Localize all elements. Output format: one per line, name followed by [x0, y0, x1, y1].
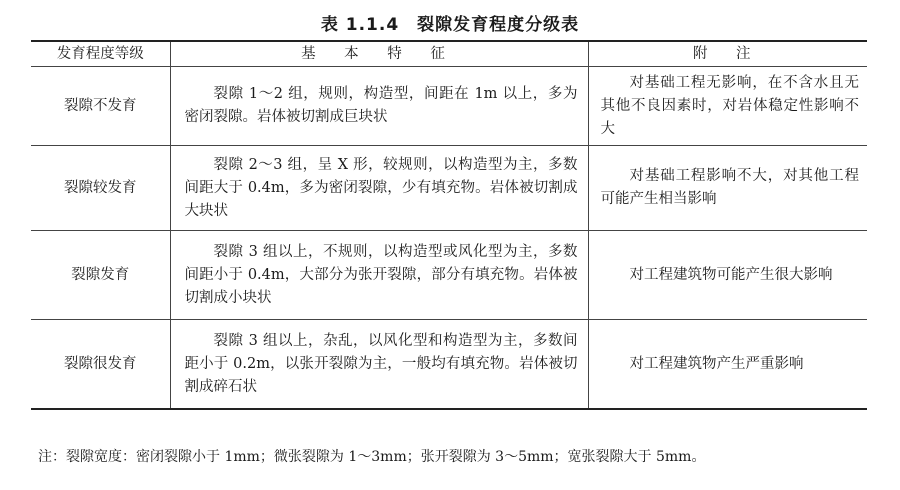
header-level: 发育程度等级: [31, 41, 170, 67]
note-cell: 对基础工程无影响，在不含水且无其他不良因素时，对岩体稳定性影响不大: [588, 67, 867, 146]
level-cell: 裂隙很发育: [31, 320, 170, 410]
table-number: 表 1.1.4: [320, 15, 400, 35]
feature-cell: 裂隙 3 组以上，不规则，以构造型或风化型为主，多数间距小于 0.4m，大部分为张开裂隙，部分有填充物。岩体被切割成小块状: [170, 231, 588, 320]
table-row: [31, 67, 867, 146]
feature-cell: 裂隙 2～3 组，呈 X 形，较规则，以构造型为主，多数间距大于 0.4m，多为密闭裂隙，少有填充物。岩体被切割成大块状: [170, 146, 588, 231]
header-feature: 基 本 特 征: [170, 41, 588, 67]
feature-cell: 裂隙 1～2 组，规则，构造型，间距在 1m 以上，多为密闭裂隙。岩体被切割成巨块状: [170, 67, 588, 146]
note-cell: 对基础工程影响不大，对其他工程可能产生相当影响: [588, 146, 867, 231]
feature-cell: 裂隙 3 组以上，杂乱，以风化型和构造型为主，多数间距小于 0.2m，以张开裂隙为主，一般均有填充物。岩体被切割成碎石状: [170, 320, 588, 410]
note-cell: 对工程建筑物可能产生很大影响: [588, 231, 867, 320]
table-title: 裂隙发育程度分级表: [417, 15, 580, 35]
level-cell: 裂隙不发育: [31, 67, 170, 146]
header-note: 附 注: [588, 41, 867, 67]
fracture-grade-table: [31, 40, 867, 410]
table-row: [31, 231, 867, 320]
table-row: [31, 320, 867, 410]
note-cell: 对工程建筑物产生严重影响: [588, 320, 867, 410]
table-caption: [0, 10, 900, 35]
table-footnote: 注：裂隙宽度：密闭裂隙小于 1mm；微张裂隙为 1～3mm；张开裂隙为 3～5mm；宽张裂隙大于 5mm。: [38, 449, 706, 465]
level-cell: 裂隙发育: [31, 231, 170, 320]
header-row: [31, 41, 867, 67]
level-cell: 裂隙较发育: [31, 146, 170, 231]
table-row: [31, 146, 867, 231]
